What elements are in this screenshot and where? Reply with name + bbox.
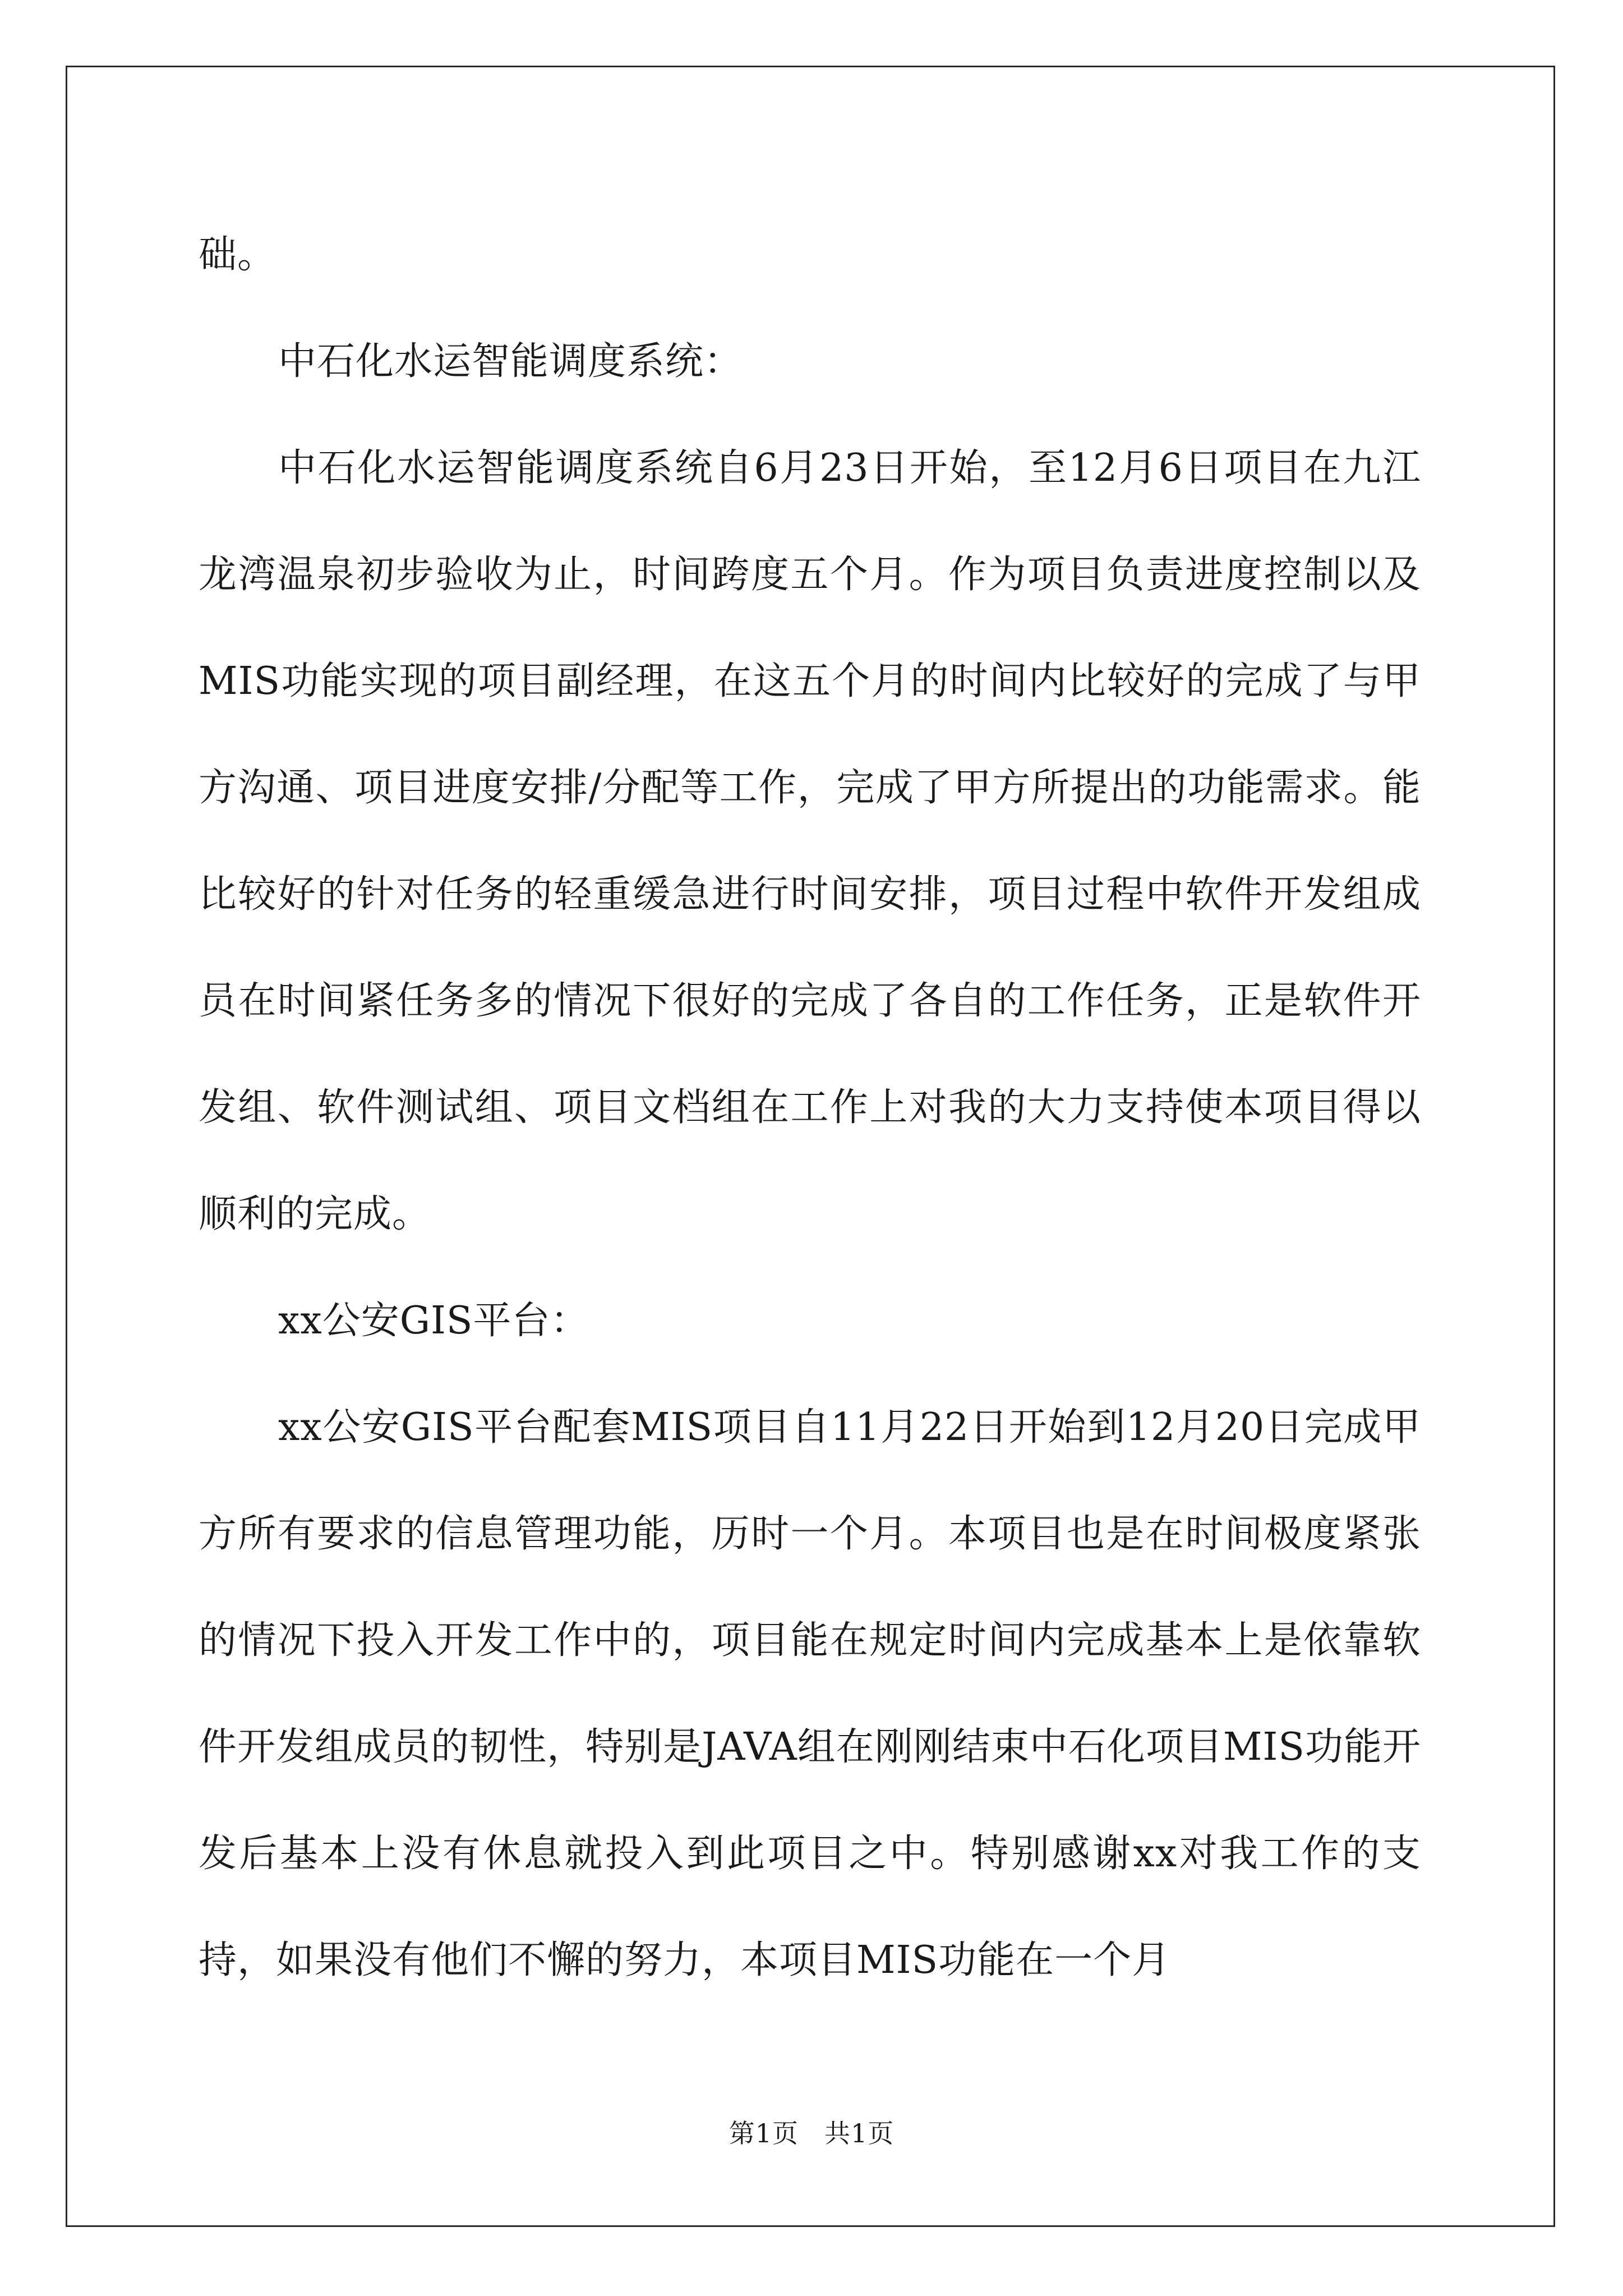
page-footer	[0, 2116, 1623, 2150]
page-total: 共1页	[824, 2118, 895, 2148]
paragraph-continuation: 础。	[199, 233, 276, 277]
section-heading-sinopec: 中石化水运智能调度系统：	[278, 339, 743, 384]
section-heading-gis: xx公安GIS平台：	[278, 1299, 589, 1343]
paragraph-gis-project: xx公安GIS平台配套MIS项目自11月22日开始到12月20日完成甲方所有要求的信息管理功能，历时一个月。本项目也是在时间极度紧张的情况下投入开发工作中的，项目能在规定时间内完成基本上是依靠软件开发组成员的韧性，特别是JAVA组在刚刚结束中石化项目MIS功能开发后基本上没有休息就投入到此项目之中。特别感谢xx对我工作的支持，如果没有他们不懈的努力，本项目MIS功能在一个月	[199, 1405, 1421, 1982]
page-number: 第1页	[728, 2118, 799, 2148]
paragraph-sinopec-project: 中石化水运智能调度系统自6月23日开始，至12月6日项目在九江龙湾温泉初步验收为止，时间跨度五个月。作为项目负责进度控制以及MIS功能实现的项目副经理，在这五个月的时间内比较好的完成了与甲方沟通、项目进度安排/分配等工作，完成了甲方所提出的功能需求。能比较好的针对任务的轻重缓急进行时间安排，项目过程中软件开发组成员在时间紧任务多的情况下很好的完成了各自的工作任务，正是软件开发组、软件测试组、项目文档组在工作上对我的大力支持使本项目得以顺利的完成。	[199, 446, 1421, 1236]
document-body	[199, 202, 1421, 2014]
